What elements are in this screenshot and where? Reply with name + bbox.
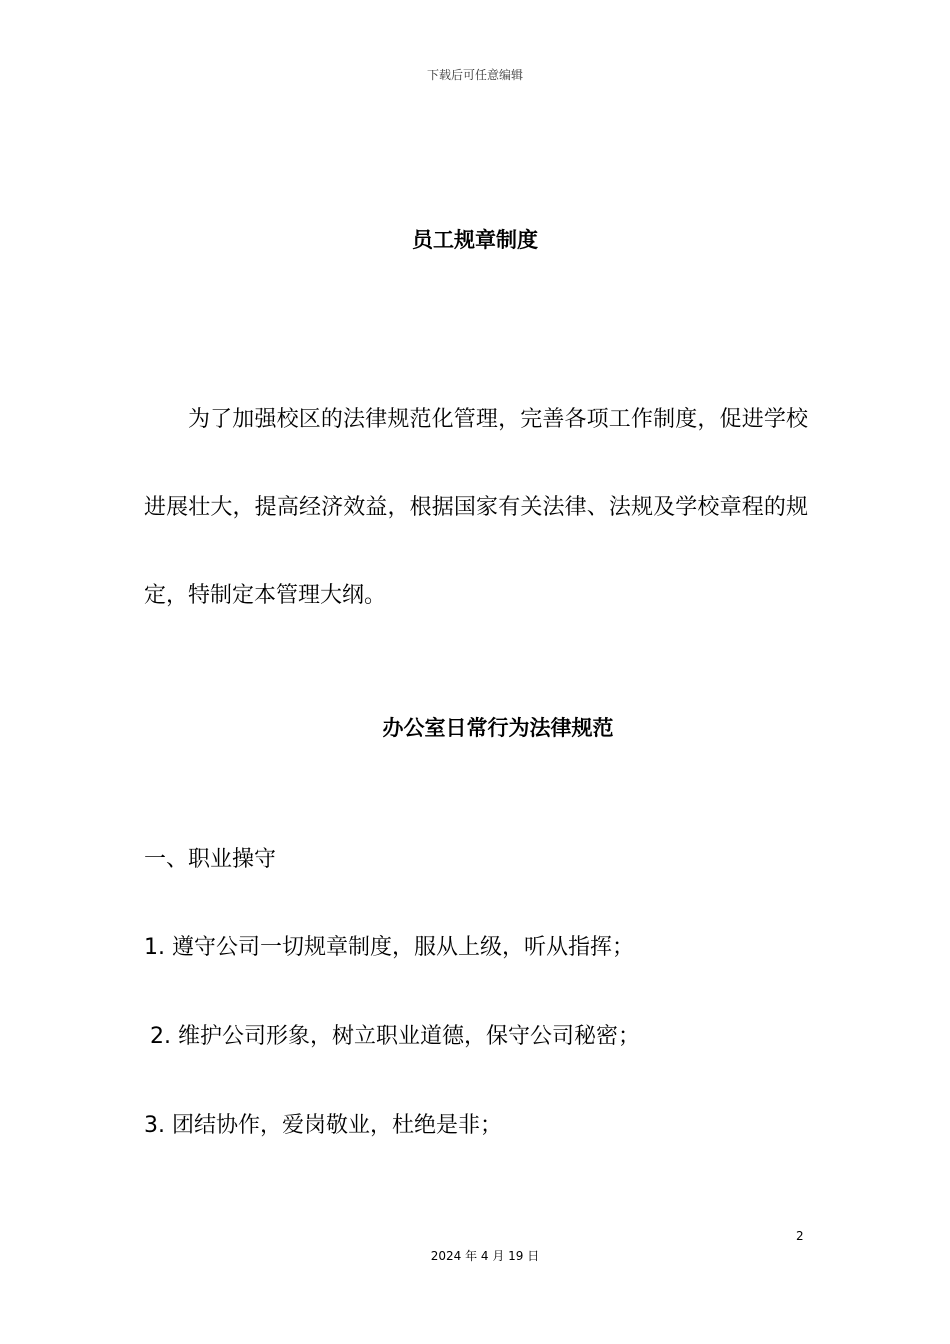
page-number: 2 [796, 1229, 804, 1243]
section-heading: 一、职业操守 [144, 847, 277, 872]
list-item: 2. 维护公司形象，树立职业道德，保守公司秘密； [150, 1024, 640, 1049]
intro-paragraph: 为了加强校区的法律规范化管理，完善各项工作制度，促进学校进展壮大，提高经济效益，根据国家有关法律、法规及学校章程的规定，特制定本管理大纲。 [144, 407, 808, 608]
footer-date: 2024 年 4 月 19 日 [430, 1249, 540, 1263]
list-item: 3. 团结协作，爱岗敬业，杜绝是非； [144, 1113, 502, 1138]
list-item: 1. 遵守公司一切规章制度，服从上级，听从指挥； [144, 935, 634, 960]
section-title: 办公室日常行为法律规范 [382, 716, 614, 740]
document-title: 员工规章制度 [412, 228, 538, 252]
header-note: 下载后可任意编辑 [426, 68, 523, 82]
